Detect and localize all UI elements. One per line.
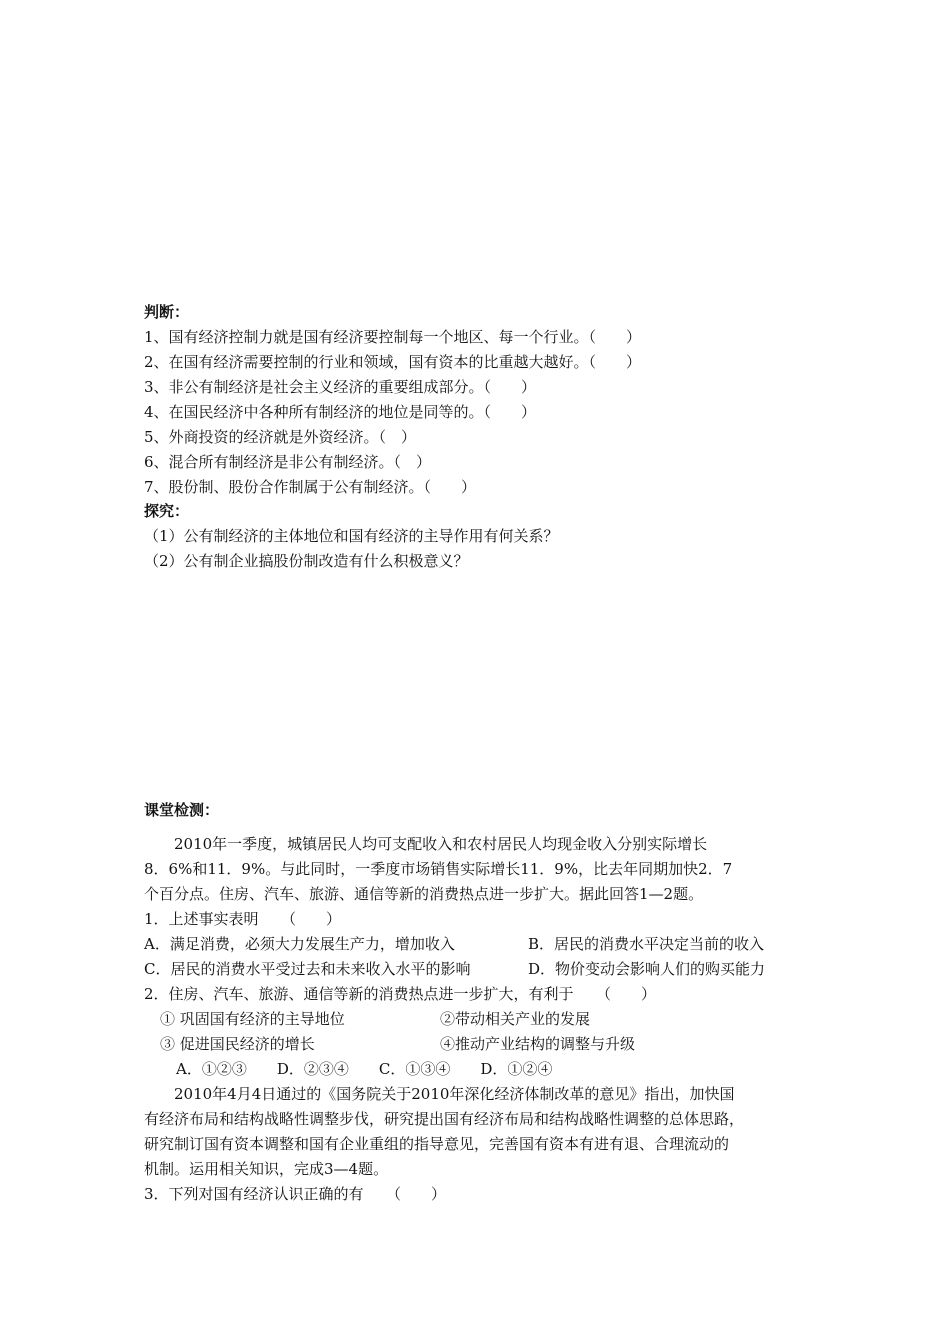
question-2-item-1: ① 巩固国有经济的主导地位	[160, 1010, 345, 1028]
explore-heading: 探究：	[144, 502, 190, 520]
explore-item-1: （1）公有制经济的主体地位和国有经济的主导作用有何关系？	[144, 527, 559, 545]
judge-heading: 判断：	[144, 303, 190, 321]
explore-item-2: （2）公有制企业搞股份制改造有什么积极意义？	[144, 552, 469, 570]
question-1-option-c: C．居民的消费水平受过去和未来收入水平的影响	[144, 960, 471, 978]
passage-2-line-3: 研究制订国有资本调整和国有企业重组的指导意见，完善国有资本有进有退、合理流动的	[144, 1135, 730, 1153]
judge-item-2: 2、在国有经济需要控制的行业和领域，国有资本的比重越大越好。（ ）	[144, 353, 642, 371]
question-1-option-a: A．满足消费，必须大力发展生产力，增加收入	[144, 935, 455, 953]
judge-item-3: 3、非公有制经济是社会主义经济的重要组成部分。（ ）	[144, 378, 537, 396]
question-2-item-4: ④推动产业结构的调整与升级	[440, 1035, 636, 1053]
passage-1-line-2: 8．6%和11．9%。与此同时，一季度市场销售实际增长11．9%，比去年同期加快2．7	[144, 860, 733, 878]
passage-1-line-1: 2010年一季度，城镇居民人均可支配收入和农村居民人均现金收入分别实际增长	[144, 835, 708, 853]
judge-item-7: 7、股份制、股份合作制属于公有制经济。（ ）	[144, 478, 477, 496]
judge-item-6: 6、混合所有制经济是非公有制经济。（ ）	[144, 453, 432, 471]
passage-1-line-3: 个百分点。住房、汽车、旅游、通信等新的消费热点进一步扩大。据此回答1—2题。	[144, 885, 704, 903]
passage-2-line-4: 机制。运用相关知识，完成3—4题。	[144, 1160, 389, 1178]
judge-item-5: 5、外商投资的经济就是外资经济。（ ）	[144, 428, 417, 446]
question-1-stem: 1．上述事实表明 （ ）	[144, 910, 342, 928]
question-1-option-d: D．物价变动会影响人们的购买能力	[528, 960, 766, 978]
judge-item-1: 1、国有经济控制力就是国有经济要控制每一个地区、每一个行业。（ ）	[144, 328, 642, 346]
question-2-item-2: ②带动相关产业的发展	[440, 1010, 591, 1028]
question-2-item-3: ③ 促进国民经济的增长	[160, 1035, 315, 1053]
passage-2-line-1: 2010年4月4日通过的《国务院关于2010年深化经济体制改革的意见》指出，加快国	[144, 1085, 735, 1103]
question-2-stem: 2．住房、汽车、旅游、通信等新的消费热点进一步扩大，有利于 （ ）	[144, 985, 657, 1003]
passage-2-line-2: 有经济布局和结构战略性调整步伐，研究提出国有经济布局和结构战略性调整的总体思路，	[144, 1110, 745, 1128]
test-heading: 课堂检测：	[144, 801, 220, 819]
question-3-stem: 3．下列对国有经济认识正确的有 （ ）	[144, 1185, 447, 1203]
question-1-option-b: B．居民的消费水平决定当前的收入	[528, 935, 765, 953]
question-2-choices: A．①②③ D．②③④ C．①③④ D．①②④	[176, 1060, 553, 1078]
judge-item-4: 4、在国民经济中各种所有制经济的地位是同等的。（ ）	[144, 403, 537, 421]
